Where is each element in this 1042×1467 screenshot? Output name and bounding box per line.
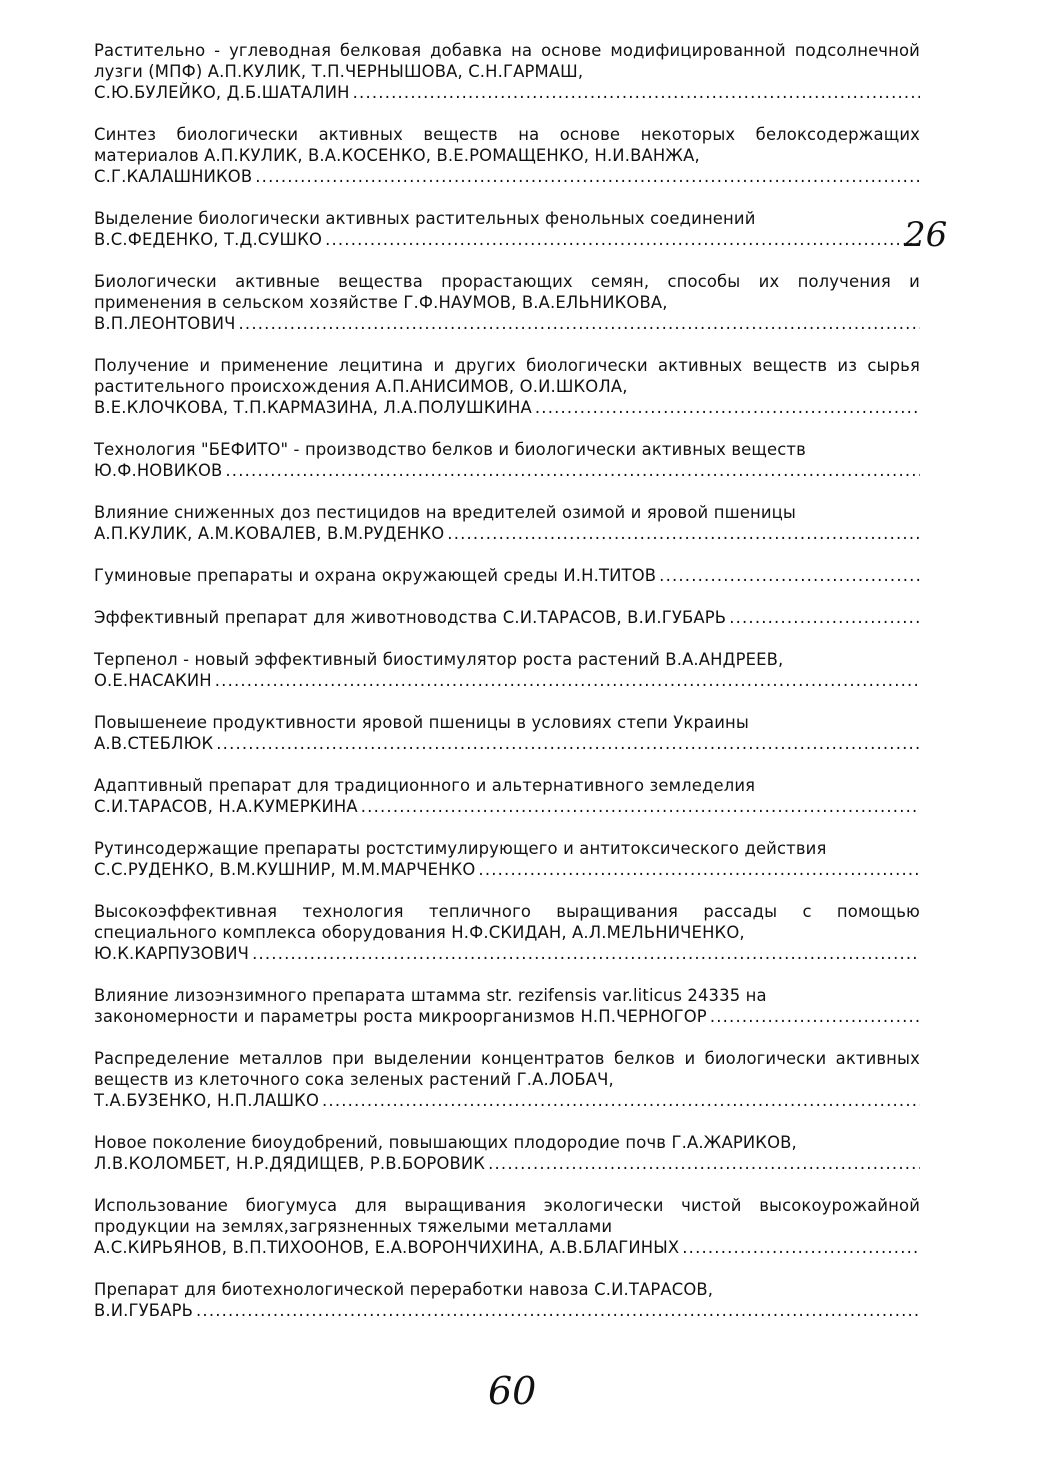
entry-authors-line bbox=[94, 523, 920, 544]
contents-entry bbox=[94, 271, 920, 334]
dot-leader bbox=[325, 229, 920, 250]
entry-authors-line bbox=[94, 859, 920, 880]
dot-leader bbox=[252, 943, 920, 964]
dot-leader bbox=[216, 733, 920, 754]
contents-entry bbox=[94, 355, 920, 418]
entry-authors-line bbox=[94, 1300, 920, 1321]
entry-authors-line bbox=[94, 397, 920, 418]
entry-title: Адаптивный препарат для традиционного и альтернативного земледелия bbox=[94, 776, 756, 795]
entry-authors: В.Е.КЛОЧКОВА, Т.П.КАРМАЗИНА, Л.А.ПОЛУШКИНА bbox=[94, 398, 532, 417]
contents-entry bbox=[94, 565, 920, 586]
entry-authors: О.Е.НАСАКИН bbox=[94, 671, 212, 690]
entry-authors-line bbox=[94, 943, 920, 964]
entry-authors: Гуминовые препараты и охрана окружающей среды И.Н.ТИТОВ bbox=[94, 566, 657, 585]
entry-title: Растительно - углеводная белковая добавка на основе модифицированной подсолнечной лузги (МПФ) А.П.КУЛИК, Т.П.ЧЕРНЫШОВА, С.Н.ГАРМАШ, bbox=[94, 41, 920, 81]
entry-title: Получение и применение лецитина и других биологически активных веществ из сырья растительного происхождения А.П.АНИСИМОВ, О.И.ШКОЛА, bbox=[94, 356, 920, 396]
entry-authors-line bbox=[94, 796, 920, 817]
entry-title: Выделение биологически активных растительных фенольных соединений bbox=[94, 209, 756, 228]
entry-authors: С.С.РУДЕНКО, В.М.КУШНИР, М.М.МАРЧЕНКО bbox=[94, 860, 476, 879]
entry-authors: Ю.К.КАРПУЗОВИЧ bbox=[94, 944, 250, 963]
dot-leader bbox=[322, 1090, 920, 1111]
entry-authors-line bbox=[94, 313, 920, 334]
dot-leader bbox=[196, 1300, 920, 1321]
contents-entry bbox=[94, 502, 920, 544]
contents-entry bbox=[94, 40, 920, 103]
dot-leader bbox=[535, 397, 920, 418]
entry-authors: А.П.КУЛИК, А.М.КОВАЛЕВ, В.М.РУДЕНКО bbox=[94, 524, 445, 543]
dot-leader bbox=[225, 460, 920, 481]
dot-leader bbox=[710, 1006, 920, 1027]
dot-leader bbox=[488, 1153, 920, 1174]
dot-leader bbox=[361, 796, 920, 817]
entry-authors-line bbox=[94, 733, 920, 754]
entry-title: Повышенеие продуктивности яровой пшеницы в условиях степи Украины bbox=[94, 713, 749, 732]
contents-entry bbox=[94, 124, 920, 187]
entry-authors-line bbox=[94, 229, 920, 250]
contents-entry bbox=[94, 901, 920, 964]
dot-leader bbox=[255, 166, 920, 187]
entry-authors-line bbox=[94, 1237, 920, 1258]
entry-authors: В.И.ГУБАРЬ bbox=[94, 1301, 193, 1320]
entry-title: Препарат для биотехнологической переработки навоза С.И.ТАРАСОВ, bbox=[94, 1280, 714, 1299]
entry-title: Распределение металлов при выделении концентратов белков и биологически активных веществ из клеточного сока зеленых растений Г.А.ЛОБАЧ, bbox=[94, 1049, 920, 1089]
dot-leader bbox=[659, 565, 920, 586]
entry-authors: В.С.ФЕДЕНКО, Т.Д.СУШКО bbox=[94, 230, 323, 249]
entry-authors-line bbox=[94, 1090, 920, 1111]
entry-authors-line bbox=[94, 82, 920, 103]
entry-authors: В.П.ЛЕОНТОВИЧ bbox=[94, 314, 236, 333]
entry-authors-line bbox=[94, 460, 920, 481]
entry-title: Высокоэффективная технология тепличного выращивания рассады с помощью специального комплекса оборудования Н.Ф.СКИДАН, А.Л.МЕЛЬНИЧЕНКО, bbox=[94, 902, 920, 942]
entry-authors: А.В.СТЕБЛЮК bbox=[94, 734, 214, 753]
entry-authors-line bbox=[94, 1153, 920, 1174]
contents-entry bbox=[94, 1132, 920, 1174]
entry-authors: С.Ю.БУЛЕЙКО, Д.Б.ШАТАЛИН bbox=[94, 83, 350, 102]
dot-leader bbox=[478, 859, 920, 880]
contents-entry bbox=[94, 439, 920, 481]
entry-title: Использование биогумуса для выращивания экологически чистой высокоурожайной продукции на землях,загрязненных тяжелыми металлами bbox=[94, 1196, 920, 1236]
entry-authors: А.С.КИРЬЯНОВ, В.П.ТИХООНОВ, Е.А.ВОРОНЧИХИНА, А.В.БЛАГИНЫХ bbox=[94, 1238, 680, 1257]
contents-entry bbox=[94, 712, 920, 754]
contents-entry bbox=[94, 775, 920, 817]
entry-authors-line bbox=[94, 166, 920, 187]
entry-authors: закономерности и параметры роста микроорганизмов Н.П.ЧЕРНОГОР bbox=[94, 1007, 707, 1026]
contents-entry bbox=[94, 1048, 920, 1111]
contents-entry bbox=[94, 985, 920, 1027]
entry-title: Биологически активные вещества прорастающих семян, способы их получения и применения в сельском хозяйстве Г.Ф.НАУМОВ, В.А.ЕЛЬНИКОВА, bbox=[94, 272, 920, 312]
entry-title: Терпенол - новый эффективный биостимулятор роста растений В.А.АНДРЕЕВ, bbox=[94, 650, 784, 669]
contents-entry bbox=[94, 208, 920, 250]
contents-entry bbox=[94, 1279, 920, 1321]
entry-authors: Т.А.БУЗЕНКО, Н.П.ЛАШКО bbox=[94, 1091, 319, 1110]
entry-authors: Эффективный препарат для животноводства С.И.ТАРАСОВ, В.И.ГУБАРЬ bbox=[94, 608, 727, 627]
entry-authors-line bbox=[94, 607, 920, 628]
dot-leader bbox=[682, 1237, 920, 1258]
handwritten-page-number: 26 bbox=[904, 215, 948, 255]
entry-authors-line bbox=[94, 1006, 920, 1027]
contents-entry bbox=[94, 607, 920, 628]
contents-entry bbox=[94, 838, 920, 880]
entry-authors: Ю.Ф.НОВИКОВ bbox=[94, 461, 223, 480]
entry-authors-line bbox=[94, 670, 920, 691]
dot-leader bbox=[447, 523, 920, 544]
entry-title: Технология "БЕФИТО" - производство белков и биологически активных веществ bbox=[94, 440, 806, 459]
contents-list bbox=[94, 40, 920, 1342]
page-folio: 60 bbox=[488, 1369, 537, 1413]
dot-leader bbox=[215, 670, 920, 691]
entry-title: Влияние лизоэнзимного препарата штамма str. rezifensis var.liticus 24335 на bbox=[94, 986, 767, 1005]
contents-entry bbox=[94, 649, 920, 691]
entry-title: Синтез биологически активных веществ на основе некоторых белоксодержащих материалов А.П.КУЛИК, В.А.КОСЕНКО, В.Е.РОМАЩЕНКО, Н.И.ВАНЖА, bbox=[94, 125, 920, 165]
entry-title: Рутинсодержащие препараты ростстимулирующего и антитоксического действия bbox=[94, 839, 827, 858]
entry-title: Влияние сниженных доз пестицидов на вредителей озимой и яровой пшеницы bbox=[94, 503, 797, 522]
dot-leader bbox=[239, 313, 920, 334]
dot-leader bbox=[729, 607, 920, 628]
entry-authors-line bbox=[94, 565, 920, 586]
entry-authors: Л.В.КОЛОМБЕТ, Н.Р.ДЯДИЩЕВ, Р.В.БОРОВИК bbox=[94, 1154, 486, 1173]
entry-authors: С.Г.КАЛАШНИКОВ bbox=[94, 167, 253, 186]
contents-entry bbox=[94, 1195, 920, 1258]
entry-title: Новое поколение биоудобрений, повышающих плодородие почв Г.А.ЖАРИКОВ, bbox=[94, 1133, 797, 1152]
dot-leader bbox=[353, 82, 920, 103]
entry-authors: С.И.ТАРАСОВ, Н.А.КУМЕРКИНА bbox=[94, 797, 358, 816]
